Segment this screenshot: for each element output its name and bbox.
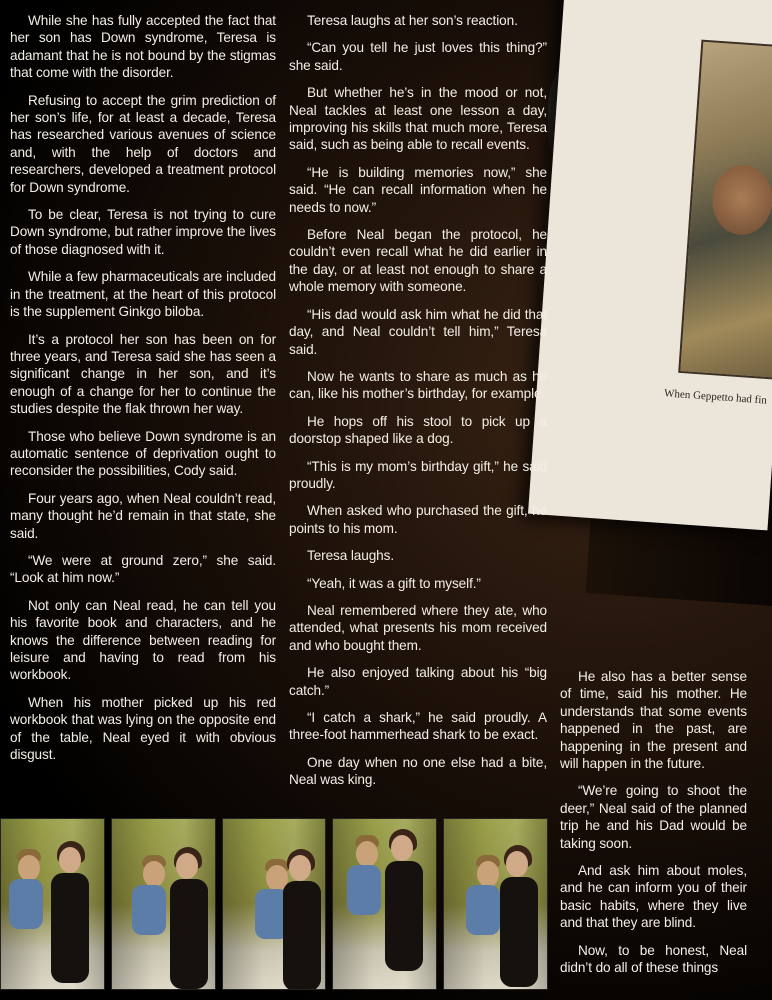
photo-mother-son-4 [332,818,437,990]
paragraph: “His dad would ask him what he did that day, and Neal couldn’t tell him,” Teresa said. [289,306,547,357]
paragraph: “Can you tell he just loves this thing?” she said. [289,40,547,73]
paragraph: He also enjoyed talking about his “big catch.” [289,665,547,698]
paragraph: He also has a better sense of time, said his mother. He understands that some events happened in the past, are happening in the present and will happen in the future. [560,669,747,772]
paragraph: “This is my mom’s birthday gift,” he said proudly. [289,458,547,491]
paragraph: “We’re going to shoot the deer,” Neal said of the planned trip he and his Dad would be taking soon. [560,783,747,851]
photo-mother-son-3 [222,818,327,990]
article-column-3 [560,668,747,987]
paragraph: While a few pharmaceuticals are included in the treatment, at the heart of this protocol is the supplement Ginkgo biloba. [10,269,276,320]
paragraph: “He is building memories now,” she said. “He can recall information when he needs to now.” [289,164,547,215]
article-column-2 [289,12,547,799]
paragraph: It’s a protocol her son has been on for three years, and Teresa said she has seen a significant change in her son, and it’s enough of a change for her to continue the studies despite the flak thrown her way. [10,331,276,417]
paragraph: Not only can Neal read, he can tell you his favorite book and characters, and he knows the difference between reading for leisure and having to read from his workbook. [10,597,276,683]
paragraph: He hops off his stool to pick up a doorstop shaped like a dog. [289,413,547,447]
paragraph: When his mother picked up his red workbook that was lying on the opposite end of the table, Neal eyed it with obvious disgust. [10,694,276,763]
paragraph: Refusing to accept the grim prediction of her son’s life, for at least a decade, Teresa has researched various avenues of science and, with the help of doctors and researchers, developed a treatment protocol for Down syndrome. [10,92,276,195]
paragraph: But whether he’s in the mood or not, Neal tackles at least one lesson a day, improving his skills that much more, Teresa said, such as being able to recall events. [289,85,547,153]
paragraph: Teresa laughs. [307,548,395,564]
photo-mother-son-1 [0,818,105,990]
book-image [528,0,772,530]
paragraph: Now, to be honest, Neal didn’t do all of these things [560,942,747,976]
book-illustration-plate [678,40,772,382]
paragraph: While she has fully accepted the fact that her son has Down syndrome, Teresa is adamant that he is not bound by the stigmas that come with the disorder. [10,13,276,81]
paragraph: When asked who purchased the gift, he points to his mom. [289,503,547,536]
paragraph: Neal remembered where they ate, who attended, what presents his mom received and who bought them. [289,602,547,653]
paragraph: Four years ago, when Neal couldn’t read, many thought he’d remain in that state, she said. [10,490,276,541]
paragraph: Teresa laughs at her son’s reaction. [307,13,518,28]
paragraph: “We were at ground zero,” she said. “Look at him now.” [10,552,276,586]
paragraph: Now he wants to share as much as he can, like his mother’s birthday, for example. [289,368,547,402]
article-column-1 [10,12,276,773]
paragraph: “I catch a shark,” he said proudly. A three-foot hammerhead shark to be exact. [289,710,547,743]
paragraph: “Yeah, it was a gift to myself.” [307,575,481,591]
paragraph: Those who believe Down syndrome is an automatic sentence of deprivation ought to reconsider the possibilities, Cody said. [10,428,276,479]
photo-mother-son-5 [443,818,548,990]
paragraph: One day when no one else had a bite, Neal was king. [289,754,547,788]
paragraph: Before Neal began the protocol, he couldn’t even recall what he did earlier in the day, or at least not enough to share a whole memory with someone. [289,227,547,295]
paragraph: And ask him about moles, and he can inform you of their basic habits, where they live and that they are blind. [560,863,747,931]
paragraph: To be clear, Teresa is not trying to cure Down syndrome, but rather improve the lives of those diagnosed with it. [10,207,276,257]
photo-strip [0,818,548,1000]
book-caption: When Geppetto had fin [663,387,768,407]
photo-mother-son-2 [111,818,216,990]
